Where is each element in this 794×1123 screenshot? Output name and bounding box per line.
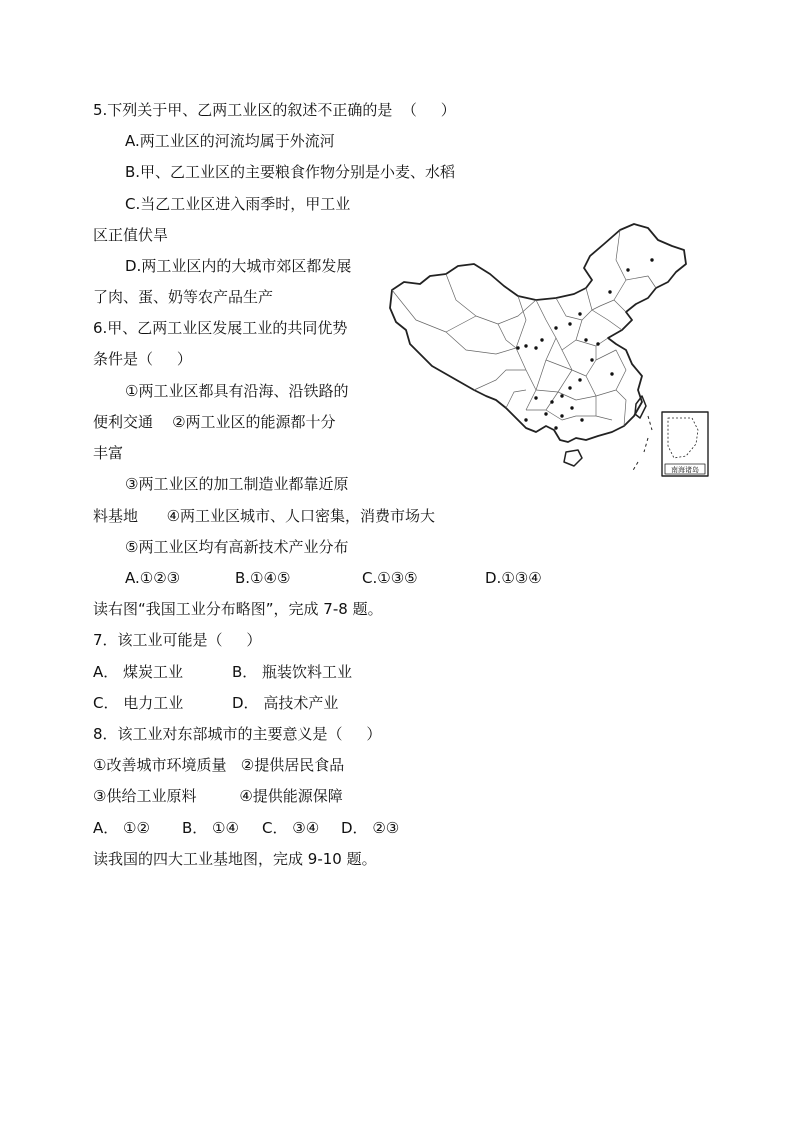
q6-item-1-end: 丰富 bbox=[93, 444, 124, 462]
q6-stem: 6.甲、乙两工业区发展工业的共同优势 bbox=[93, 319, 348, 337]
q8-items-1: ①改善城市环境质量 ②提供居民食品 bbox=[93, 756, 345, 774]
q7-option-d: D． 高技术产业 bbox=[232, 694, 339, 712]
q6-option-c: C.①③⑤ bbox=[362, 569, 418, 587]
q5-option-c-cont: 区正值伏旱 bbox=[93, 226, 169, 244]
q8-option-c: C． ③④ bbox=[262, 819, 320, 837]
q5-option-b: B.甲、乙工业区的主要粮食作物分别是小麦、水稻 bbox=[125, 163, 456, 181]
q7-stem: 7．该工业可能是（ ） bbox=[93, 631, 262, 649]
china-industry-map bbox=[386, 220, 712, 482]
q8-option-a: A． ①② bbox=[93, 819, 150, 837]
q6-option-a: A.①②③ bbox=[125, 569, 181, 587]
q6-item-3: ③两工业区的加工制造业都靠近原 bbox=[125, 475, 349, 493]
q5-option-a: A.两工业区的河流均属于外流河 bbox=[125, 132, 335, 150]
q8-stem: 8．该工业对东部城市的主要意义是（ ） bbox=[93, 725, 382, 743]
q6-stem-cont: 条件是（ ） bbox=[93, 350, 192, 368]
sea-boundary-dashes bbox=[632, 416, 652, 472]
intro-7-8: 读右图“我国工业分布略图”，完成 7-8 题。 bbox=[93, 600, 383, 618]
q6-item-1-cont: 便利交通 ②两工业区的能源都十分 bbox=[93, 413, 336, 431]
q8-items-2: ③供给工业原料 ④提供能源保障 bbox=[93, 787, 343, 805]
industry-dots bbox=[516, 258, 653, 429]
intro-9-10: 读我国的四大工业基地图，完成 9-10 题。 bbox=[93, 850, 377, 868]
q7-option-c: C． 电力工业 bbox=[93, 694, 184, 712]
q7-option-b: B． 瓶装饮料工业 bbox=[232, 663, 353, 681]
q8-option-d: D． ②③ bbox=[341, 819, 400, 837]
q6-option-b: B.①④⑤ bbox=[235, 569, 291, 587]
q6-item-1: ①两工业区都具有沿海、沿铁路的 bbox=[125, 382, 349, 400]
inset-label: 南海诸岛 bbox=[671, 466, 699, 474]
q6-option-d: D.①③④ bbox=[485, 569, 542, 587]
q6-item-3-cont: 料基地 ④两工业区城市、人口密集，消费市场大 bbox=[93, 507, 436, 525]
china-outline bbox=[390, 224, 686, 442]
hainan-island bbox=[564, 450, 582, 466]
q5-option-d: D.两工业区内的大城市郊区都发展 bbox=[125, 257, 352, 275]
q8-option-b: B． ①④ bbox=[182, 819, 239, 837]
q6-item-5: ⑤两工业区均有高新技术产业分布 bbox=[125, 538, 349, 556]
q5-option-d-cont: 了肉、蛋、奶等农产品生产 bbox=[93, 288, 274, 306]
q7-option-a: A． 煤炭工业 bbox=[93, 663, 184, 681]
q5-stem: 5.下列关于甲、乙两工业区的叙述不正确的是 （ ） bbox=[93, 101, 456, 119]
q5-option-c: C.当乙工业区进入雨季时，甲工业 bbox=[125, 195, 351, 213]
province-boundaries bbox=[392, 230, 656, 426]
